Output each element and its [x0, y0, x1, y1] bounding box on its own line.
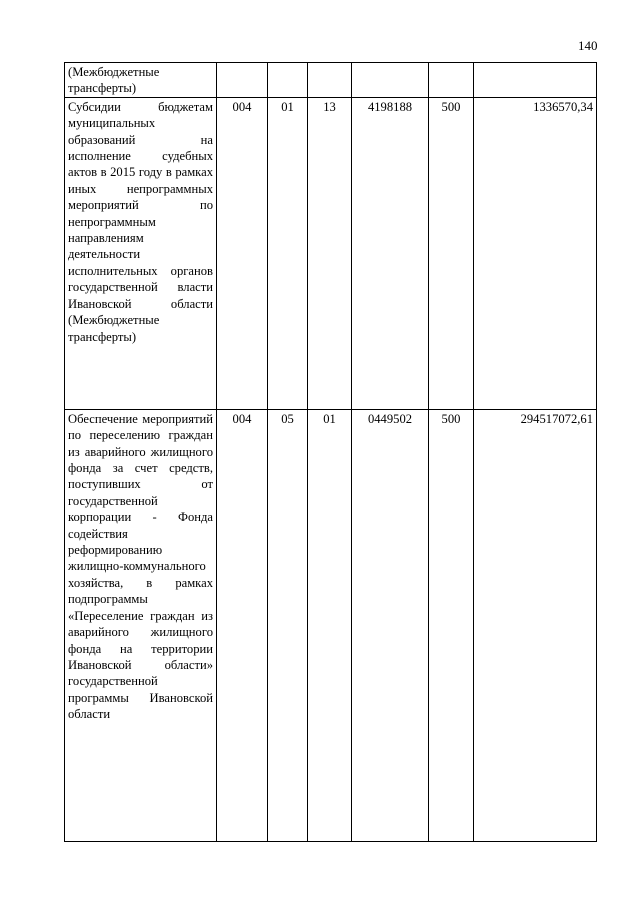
expense-type-cell — [429, 63, 474, 98]
expense-name-cell: Обеспечение мероприятий по переселению граждан из аварийного жилищного фонда за счет средств, поступивших от государственной корпорации - Фонда содействия реформированию жилищно-коммунального хозяйства, в рамках подпрограммы «Переселение граждан из аварийного жилищного фонда на территории Ивановской области» государственной программы Ивановской области — [65, 409, 217, 841]
page-number: 140 — [578, 38, 598, 53]
table-row — [65, 409, 597, 841]
admin-code-cell: 004 — [217, 97, 268, 409]
target-code-cell: 0449502 — [352, 409, 429, 841]
expense-name-cell: Субсидии бюджетам муниципальных образований на исполнение судебных актов в 2015 году в рамках иных непрограммных мероприятий по непрограммным направлениям деятельности исполнительных органов государственной власти Ивановской области (Межбюджетные трансферты) — [65, 97, 217, 409]
admin-code-cell — [217, 63, 268, 98]
target-code-cell: 4198188 — [352, 97, 429, 409]
amount-cell: 1336570,34 — [474, 97, 597, 409]
admin-code-cell: 004 — [217, 409, 268, 841]
expense-name-cell: (Межбюджетные трансферты) — [65, 63, 217, 98]
target-code-cell — [352, 63, 429, 98]
amount-cell — [474, 63, 597, 98]
table-row — [65, 97, 597, 409]
amount-cell: 294517072,61 — [474, 409, 597, 841]
subsection-code-cell — [308, 63, 352, 98]
table-row — [65, 63, 597, 98]
subsection-code-cell: 13 — [308, 97, 352, 409]
section-code-cell — [268, 63, 308, 98]
subsection-code-cell: 01 — [308, 409, 352, 841]
budget-table — [64, 62, 597, 842]
expense-type-cell: 500 — [429, 97, 474, 409]
section-code-cell: 05 — [268, 409, 308, 841]
expense-type-cell: 500 — [429, 409, 474, 841]
section-code-cell: 01 — [268, 97, 308, 409]
